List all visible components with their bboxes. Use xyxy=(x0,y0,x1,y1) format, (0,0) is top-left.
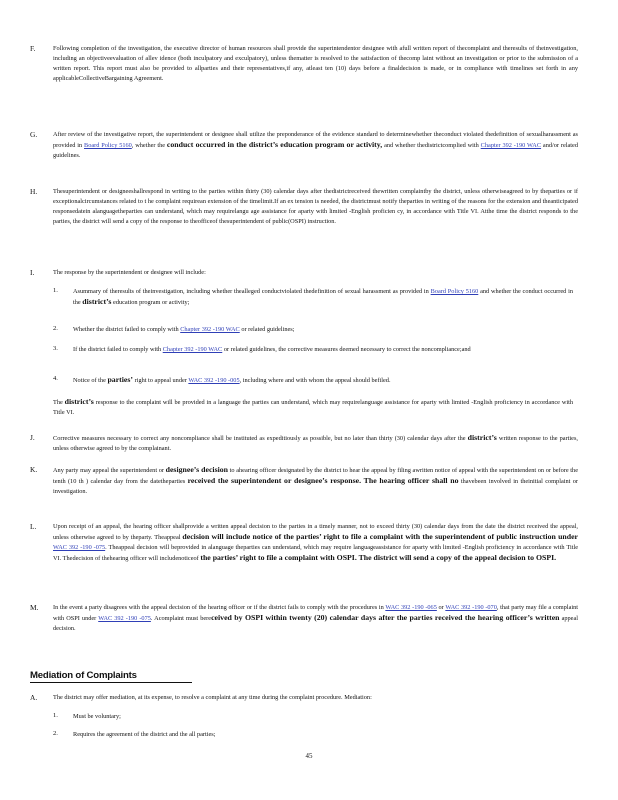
section-text: The response by the superintendent or designee will include: xyxy=(53,269,206,276)
wac-link[interactable]: WAC 392 -190 -075 xyxy=(53,543,106,551)
section-i xyxy=(30,268,578,278)
list-item: 1. Asummary of theresults of theinvestigation, including whether thealleged conductviolated thedefinition of sexual harassment as provided in Board Policy 5160 and whether the conduct occurred in the district’s education program or activity; xyxy=(53,287,573,306)
section-letter: G. xyxy=(30,130,38,139)
section-text: After review of the investigative report, the superintendent or designee shall utilize the preponderance of the evidence standard to determinewhether theconduct violated thedefinition of sexualharassment as provided in Board Policy 5160, whether the conduct occurred in the district’s education program or activity, and whether thedistrictcomplied with Chapter 392 -190 WAC and/or related guidelines. xyxy=(53,131,578,159)
section-text: The district may offer mediation, at its expense, to resolve a complaint at any time during the complaint procedure. Mediation: xyxy=(53,694,372,701)
section-letter: H. xyxy=(30,187,38,196)
wac-link[interactable]: WAC 392 -190 -075 xyxy=(98,614,151,622)
section-letter: A. xyxy=(30,693,38,702)
list-item: 4. Notice of the parties’ right to appeal under WAC 392 -190 -005, including where and with whom the appeal should befiled. xyxy=(53,375,391,384)
section-text: Upon receipt of an appeal, the hearing officer shallprovide a written appeal decision to the parties in a timely manner, not to exceed thirty (30) calendar days from the date the district received the appeal, unless otherwise agreed to by theparty. Theappeal decision will include notice of the parties’ right to file a complaint with the superintendent of public instruction under WAC 392 -190 -075. Theappeal decision will beprovided in alanguage theparties can understand, which may require languageassistance for aparty with limited -English proficiency in accordance with Title VI. Thedecision of thehearing officer will includenoticeof the parties’ right to file a complaint with OSPI. The district will send a copy of the appeal decision to OSPI. xyxy=(53,523,579,562)
section-h xyxy=(30,187,578,227)
section-m xyxy=(30,603,578,634)
section-f xyxy=(30,44,578,84)
section-j xyxy=(30,433,578,454)
section-letter: J. xyxy=(30,433,35,442)
wac-link[interactable]: WAC 392 -190 -065 xyxy=(385,604,437,611)
wac-link[interactable]: WAC 392 -190 -005 xyxy=(188,377,240,384)
section-letter: L. xyxy=(30,522,37,531)
section-note: The district’s response to the complaint will be provided in a language the parties can understand, which may requirelanguage assistance for aparty with limited -English proficiency in accordance with Title VI. xyxy=(53,397,574,416)
section-g xyxy=(30,130,578,161)
wac-chapter-link[interactable]: Chapter 392 -190 WAC xyxy=(162,346,223,353)
section-text: Any party may appeal the superintendent or designee’s decision to ahearing officer designated by the district to hear the appeal by filing awritten notice of appeal with the superintendent on or before the tenth (10 th ) calendar day from the datetheparties received the superintendent or designee’s response. The hearing officer shall no thavebeen involved in theinitial complaint or investigation. xyxy=(53,465,579,495)
section-letter: F. xyxy=(30,44,36,53)
section-text: Corrective measures necessary to correct any noncompliance shall be instituted as expeditiously as possible, but no later than thirty (30) calendar days after the district’s written response to the parties, unless otherwise agreed to by the complainant. xyxy=(53,433,578,452)
section-text: In the event a party disagrees with the appeal decision of the hearing officer or if the district fails to comply with the procedures in WAC 392 -190 -065 or WAC 392 -190 -070, that party may file a complaint with OSPI under WAC 392 -190 -075. Acomplaint must bereceived by OSPI within twenty (20) calendar days after the parties received the hearing officer’s written appeal decision. xyxy=(53,604,579,632)
section-k xyxy=(30,465,578,497)
section-l xyxy=(30,522,578,564)
mediation-section-a xyxy=(30,693,578,703)
list-item: 1. Must be voluntary; xyxy=(53,712,121,720)
list-item: 3. If the district failed to comply with Chapter 392 -190 WAC or related guidelines, the corrective measures deemed necessary to correct the noncompliance;and xyxy=(53,345,471,353)
section-text: Following completion of the investigation, the executive director of human resources shall provide the superintendentor designee with afull written report of thecomplaint and theresults of theinvestigation, including an objectiveevaluation of allev idence (both inculpatory and exculpatory), unless thematter is resolved to the satisfaction of thecomp laint without an investigation or prior to the submission of a written report. This report must also be provided to allparties and their representatives,if any, atleast ten (10) days before a finaldecision is made, or in compliance with timelines set forth in any applicableCollectiveBargaining Agreement. xyxy=(53,45,578,82)
section-text: Thesuperintendent or designeeshallrespond in writing to the parties within thirty (30) calendar days after thedistrictreceived thewritten complaintby the district, unless otherwiseagreed to by theparties or if exceptionalcircumstances related to t he complaint requirean extension of the timelimit.If an ex tension is needed, the districtmust notify theparties in writing of the reasons for the extension and theanticipated responsedatein alanguagetheparties can understand, which may requirelangu age assistance for aparty with limited -English proficien cy, in accordance with Title VI. Atthe time the district responds to the parties, the district will send a copy of the response to theofficeof thesuperintendent of public(OSPI) instruction. xyxy=(53,188,578,225)
section-letter: K. xyxy=(30,465,38,474)
section-letter: M. xyxy=(30,603,39,612)
wac-link[interactable]: WAC 392 -190 -070 xyxy=(445,604,497,611)
board-policy-link[interactable]: Board Policy 5160 xyxy=(84,141,132,149)
list-item: 2. Whether the district failed to comply with Chapter 392 -190 WAC or related guidelines; xyxy=(53,325,295,333)
page-number: 45 xyxy=(305,752,313,760)
section-letter: I. xyxy=(30,268,35,277)
wac-chapter-link[interactable]: Chapter 392 -190 WAC xyxy=(180,326,240,333)
wac-chapter-link[interactable]: Chapter 392 -190 WAC xyxy=(480,141,542,149)
board-policy-link[interactable]: Board Policy 5160 xyxy=(430,288,479,295)
section-heading: Mediation of Complaints xyxy=(30,670,192,683)
list-item: 2. Requires the agreement of the district and the all parties; xyxy=(53,730,216,738)
